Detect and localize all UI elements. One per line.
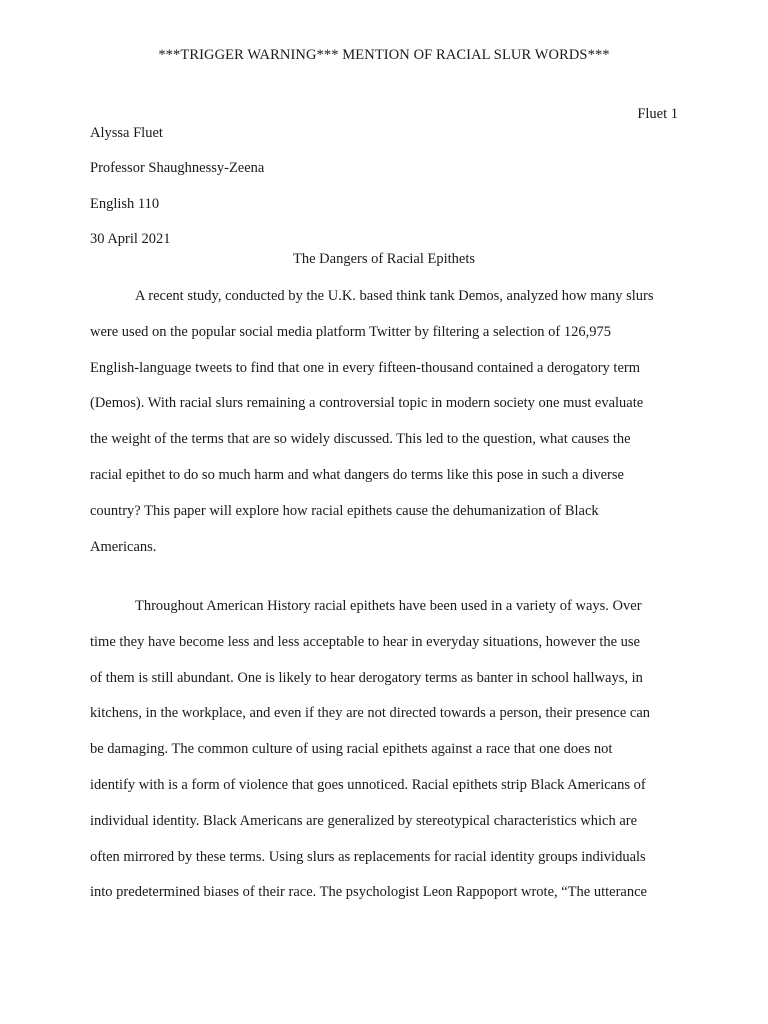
- paragraph-line: (Demos). With racial slurs remaining a controversial topic in modern society one must evaluate: [90, 395, 644, 412]
- paragraph-2: [90, 596, 680, 918]
- running-header: Fluet 1: [637, 106, 678, 122]
- paragraph-1: [90, 286, 680, 572]
- author-name: Alyssa Fluet: [90, 125, 163, 141]
- paragraph-line: Americans.: [90, 538, 157, 555]
- paragraph-line: Throughout American History racial epithets have been used in a variety of ways. Over: [135, 598, 642, 614]
- paragraph-line: the weight of the terms that are so widely discussed. This led to the question, what causes the: [90, 431, 631, 448]
- date: 30 April 2021: [90, 231, 171, 247]
- trigger-warning: ***TRIGGER WARNING*** MENTION OF RACIAL SLUR WORDS***: [158, 47, 610, 63]
- paragraph-line: kitchens, in the workplace, and even if they are not directed towards a person, their presence can: [90, 705, 651, 722]
- paragraph-line: often mirrored by these terms. Using slurs as replacements for racial identity groups individuals: [90, 848, 646, 865]
- paragraph-line: A recent study, conducted by the U.K. based think tank Demos, analyzed how many slurs: [135, 288, 654, 304]
- paragraph-line: time they have become less and less acceptable to hear in everyday situations, however the use: [90, 633, 640, 650]
- professor-name: Professor Shaughnessy-Zeena: [90, 160, 265, 176]
- paragraph-line: of them is still abundant. One is likely to hear derogatory terms as banter in school hallways, in: [90, 669, 643, 686]
- course-name: English 110: [90, 196, 160, 212]
- paragraph-line: individual identity. Black Americans are generalized by stereotypical characteristics which are: [90, 812, 638, 829]
- paragraph-line: were used on the popular social media platform Twitter by filtering a selection of 126,975: [90, 323, 611, 340]
- paragraph-line: English-language tweets to find that one in every fifteen-thousand contained a derogatory term: [90, 359, 641, 376]
- paragraph-line: into predetermined biases of their race. The psychologist Leon Rappoport wrote, “The utterance: [90, 884, 647, 901]
- paragraph-line: identify with is a form of violence that goes unnoticed. Racial epithets strip Black Americans of: [90, 776, 646, 793]
- paragraph-line: country? This paper will explore how racial epithets cause the dehumanization of Black: [90, 502, 599, 519]
- paper-title: The Dangers of Racial Epithets: [293, 251, 475, 267]
- paragraph-line: racial epithet to do so much harm and what dangers do terms like this pose in such a diverse: [90, 466, 624, 483]
- paragraph-line: be damaging. The common culture of using racial epithets against a race that one does not: [90, 741, 613, 758]
